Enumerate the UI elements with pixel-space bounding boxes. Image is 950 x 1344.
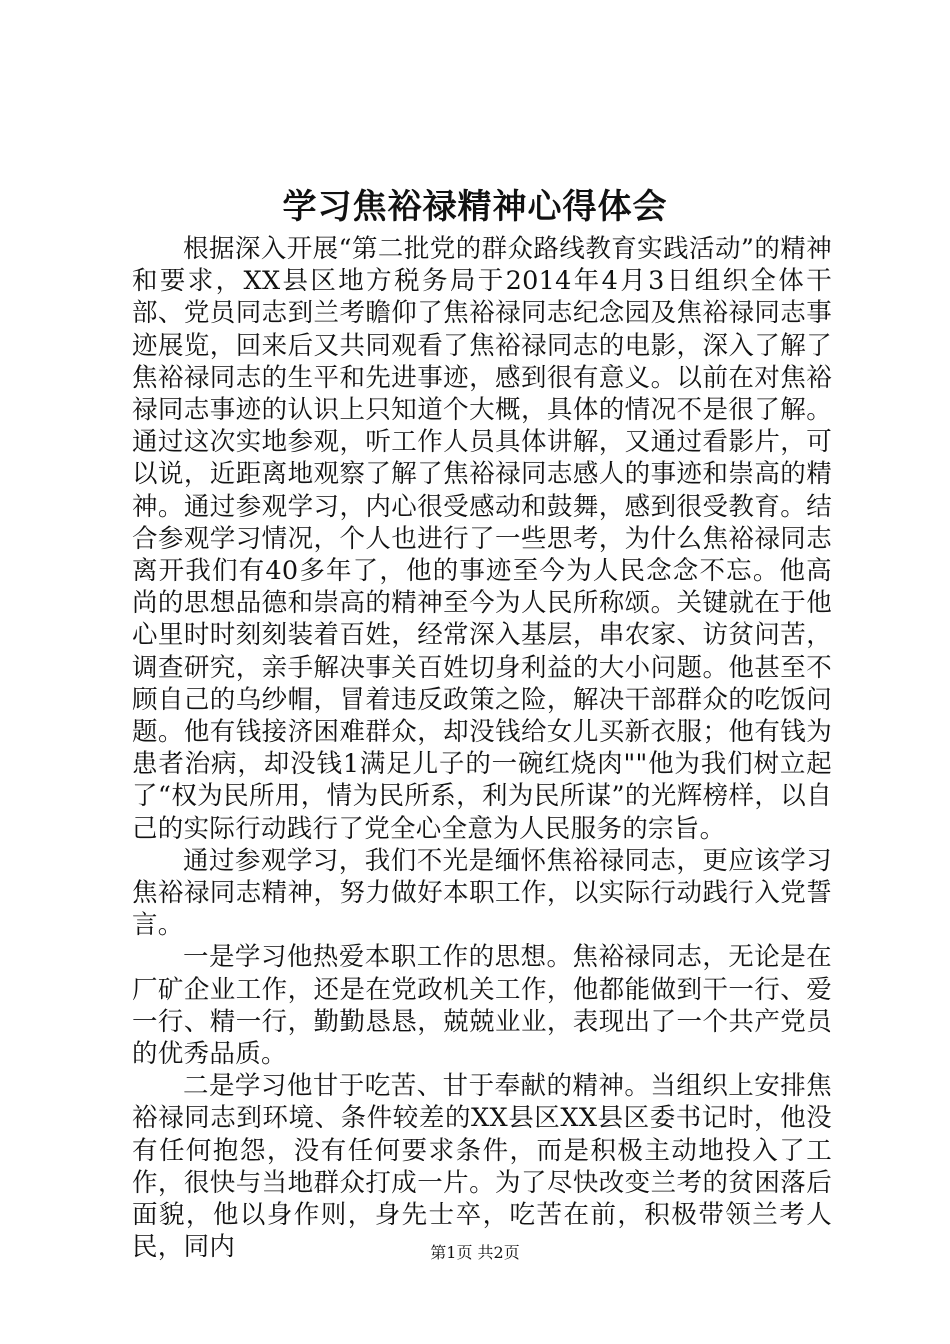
paragraph-3: 一是学习他热爱本职工作的思想。焦裕禄同志，无论是在厂矿企业工作，还是在党政机关工作，他都能做到干一行、爱一行、精一行，勤勤恳恳，兢兢业业，表现出了一个共产党员的优秀品质。 <box>132 942 832 1070</box>
document-title: 学习焦裕禄精神心得体会 <box>282 187 668 227</box>
paragraph-1: 根据深入开展“第二批党的群众路线教育实践活动”的精神和要求，XX县区地方税务局于2014年4月3日组织全体干部、党员同志到兰考瞻仰了焦裕禄同志纪念园及焦裕禄同志事迹展览，回来后又共同观看了焦裕禄同志的电影，深入了解了焦裕禄同志的生平和先进事迹，感到很有意义。以前在对焦裕禄同志事迹的认识上只知道个大概，具体的情况不是很了解。通过这次实地参观，听工作人员具体讲解，又通过看影片，可以说，近距离地观察了解了焦裕禄同志感人的事迹和崇高的精神。通过参观学习，内心很受感动和鼓舞，感到很受教育。结合参观学习情况，个人也进行了一些思考，为什么焦裕禄同志离开我们有40多年了，他的事迹至今为人民念念不忘。他高尚的思想品德和崇高的精神至今为人民所称颂。关键就在于他心里时时刻刻装着百姓，经常深入基层，串农家、访贫问苦，调查研究，亲手解决事关百姓切身利益的大小问题。他甚至不顾自己的乌纱帽，冒着违反政策之险，解决干部群众的吃饭问题。他有钱接济困难群众，却没钱给女儿买新衣服；他有钱为患者治病，却没钱1满足儿子的一碗红烧肉""他为我们树立起了“权为民所用，情为民所系，利为民所谋”的光辉榜样，以自己的实际行动践行了党全心全意为人民服务的宗旨。 <box>132 234 832 844</box>
paragraph-2: 通过参观学习，我们不光是缅怀焦裕禄同志，更应该学习焦裕禄同志精神，努力做好本职工作，以实际行动践行入党誓言。 <box>132 845 832 941</box>
paragraph-4: 二是学习他甘于吃苦、甘于奉献的精神。当组织上安排焦裕禄同志到环境、条件较差的XX县区XX县区委书记时，他没有任何抱怨，没有任何要求条件，而是积极主动地投入了工作，很快与当地群众打成一片。为了尽快改变兰考的贫困落后面貌，他以身作则，身先士卒，吃苦在前，积极带领兰考人民，同内 <box>132 1071 832 1263</box>
document-body <box>132 233 832 1264</box>
page-number-footer: 第1页 共2页 <box>430 1243 520 1262</box>
